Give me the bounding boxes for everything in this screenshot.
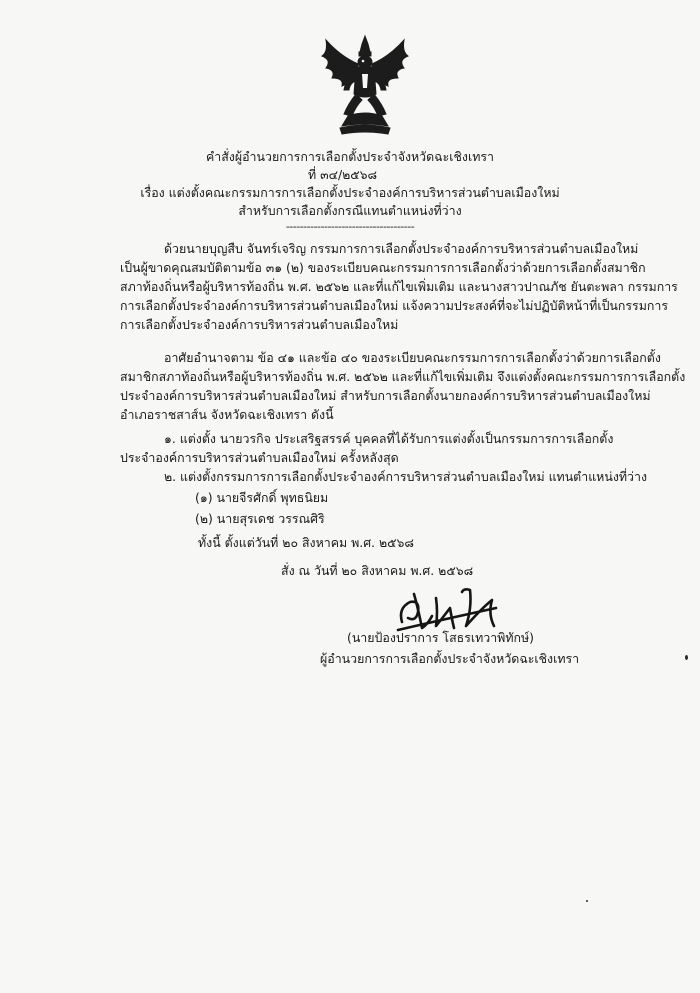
order-number: ที่ ๓๔/๒๕๖๘ — [308, 167, 378, 182]
para1-line2: เป็นผู้ขาดคุณสมบัติตามข้อ ๓๑ (๒) ของระเบียบคณะกรรมการการเลือกตั้งว่าด้วยการเลือกตั้งสมาชิก — [120, 260, 646, 275]
appointee-2: (๒) นายสุรเดช วรรณศิริ — [195, 511, 325, 526]
item1-line2: ประจำองค์การบริหารส่วนตำบลเมืองใหม่ ครั้งหลังสุด — [120, 450, 399, 465]
para2-line3: ประจำองค์การบริหารส่วนตำบลเมืองใหม่ สำหรับการเลือกตั้งนายกองค์การบริหารส่วนตำบลเมืองใหม่ — [120, 388, 651, 403]
para2-line2: สมาชิกสภาท้องถิ่นหรือผู้บริหารท้องถิ่น พ.ศ. ๒๕๖๒ และที่แก้ไขเพิ่มเติม จึงแต่งตั้งคณะกรรมการการเลือกตั้ง — [120, 369, 686, 384]
garuda-emblem — [318, 34, 412, 138]
scan-mark — [685, 655, 688, 660]
para2-line4: อำเภอราชสาส์น จังหวัดฉะเชิงเทรา ดังนี้ — [120, 407, 334, 422]
ordered-date: สั่ง ณ วันที่ ๒๐ สิงหาคม พ.ศ. ๒๕๖๘ — [281, 563, 474, 578]
header-divider: ------------------------------------- — [285, 220, 415, 233]
scan-mark — [586, 900, 588, 902]
para1-line1: ด้วยนายบุญสืบ จันทร์เจริญ กรรมการการเลือกตั้งประจำองค์การบริหารส่วนตำบลเมืองใหม่ — [164, 241, 639, 256]
effective-date: ทั้งนี้ ตั้งแต่วันที่ ๒๐ สิงหาคม พ.ศ. ๒๕๖๘ — [198, 535, 414, 550]
order-title: คำสั่งผู้อำนวยการการเลือกตั้งประจำจังหวัดฉะเชิงเทรา — [206, 149, 494, 164]
para1-line5: การเลือกตั้งประจำองค์การบริหารส่วนตำบลเมืองใหม่ — [120, 317, 399, 332]
signer-name: (นายป้องปราการ โสธรเทวาพิทักษ์) — [347, 630, 535, 645]
order-subject-line2: สำหรับการเลือกตั้งกรณีแทนตำแหน่งที่ว่าง — [238, 203, 462, 218]
para1-line3: สภาท้องถิ่นหรือผู้บริหารท้องถิ่น พ.ศ. ๒๕๖๒ และที่แก้ไขเพิ่มเติม และนางสาวปาณภัช ยันตะพลา กรรมการ — [120, 279, 678, 294]
signer-title: ผู้อำนวยการการเลือกตั้งประจำจังหวัดฉะเชิงเทรา — [320, 651, 580, 666]
para1-line4: การเลือกตั้งประจำองค์การบริหารส่วนตำบลเมืองใหม่ แจ้งความประสงค์ที่จะไม่ปฏิบัติหน้าที่เป็นกรรมการ — [120, 298, 668, 313]
order-subject: เรื่อง แต่งตั้งคณะกรรมการการเลือกตั้งประจำองค์การบริหารส่วนตำบลเมืองใหม่ — [140, 185, 560, 200]
item1-line1: ๑. แต่งตั้ง นายวรกิจ ประเสริฐสรรค์ บุคคลที่ได้รับการแต่งตั้งเป็นกรรมการการเลือกตั้ง — [164, 431, 614, 446]
para2-line1: อาศัยอำนาจตาม ข้อ ๔๑ และข้อ ๔๐ ของระเบียบคณะกรรมการการเลือกตั้งว่าด้วยการเลือกตั้ง — [164, 350, 661, 365]
item2-line: ๒. แต่งตั้งกรรมการการเลือกตั้งประจำองค์การบริหารส่วนตำบลเมืองใหม่ แทนตำแหน่งที่ว่าง — [164, 469, 647, 484]
appointee-1: (๑) นายจีรศักดิ์ พุทธนิยม — [195, 490, 329, 505]
